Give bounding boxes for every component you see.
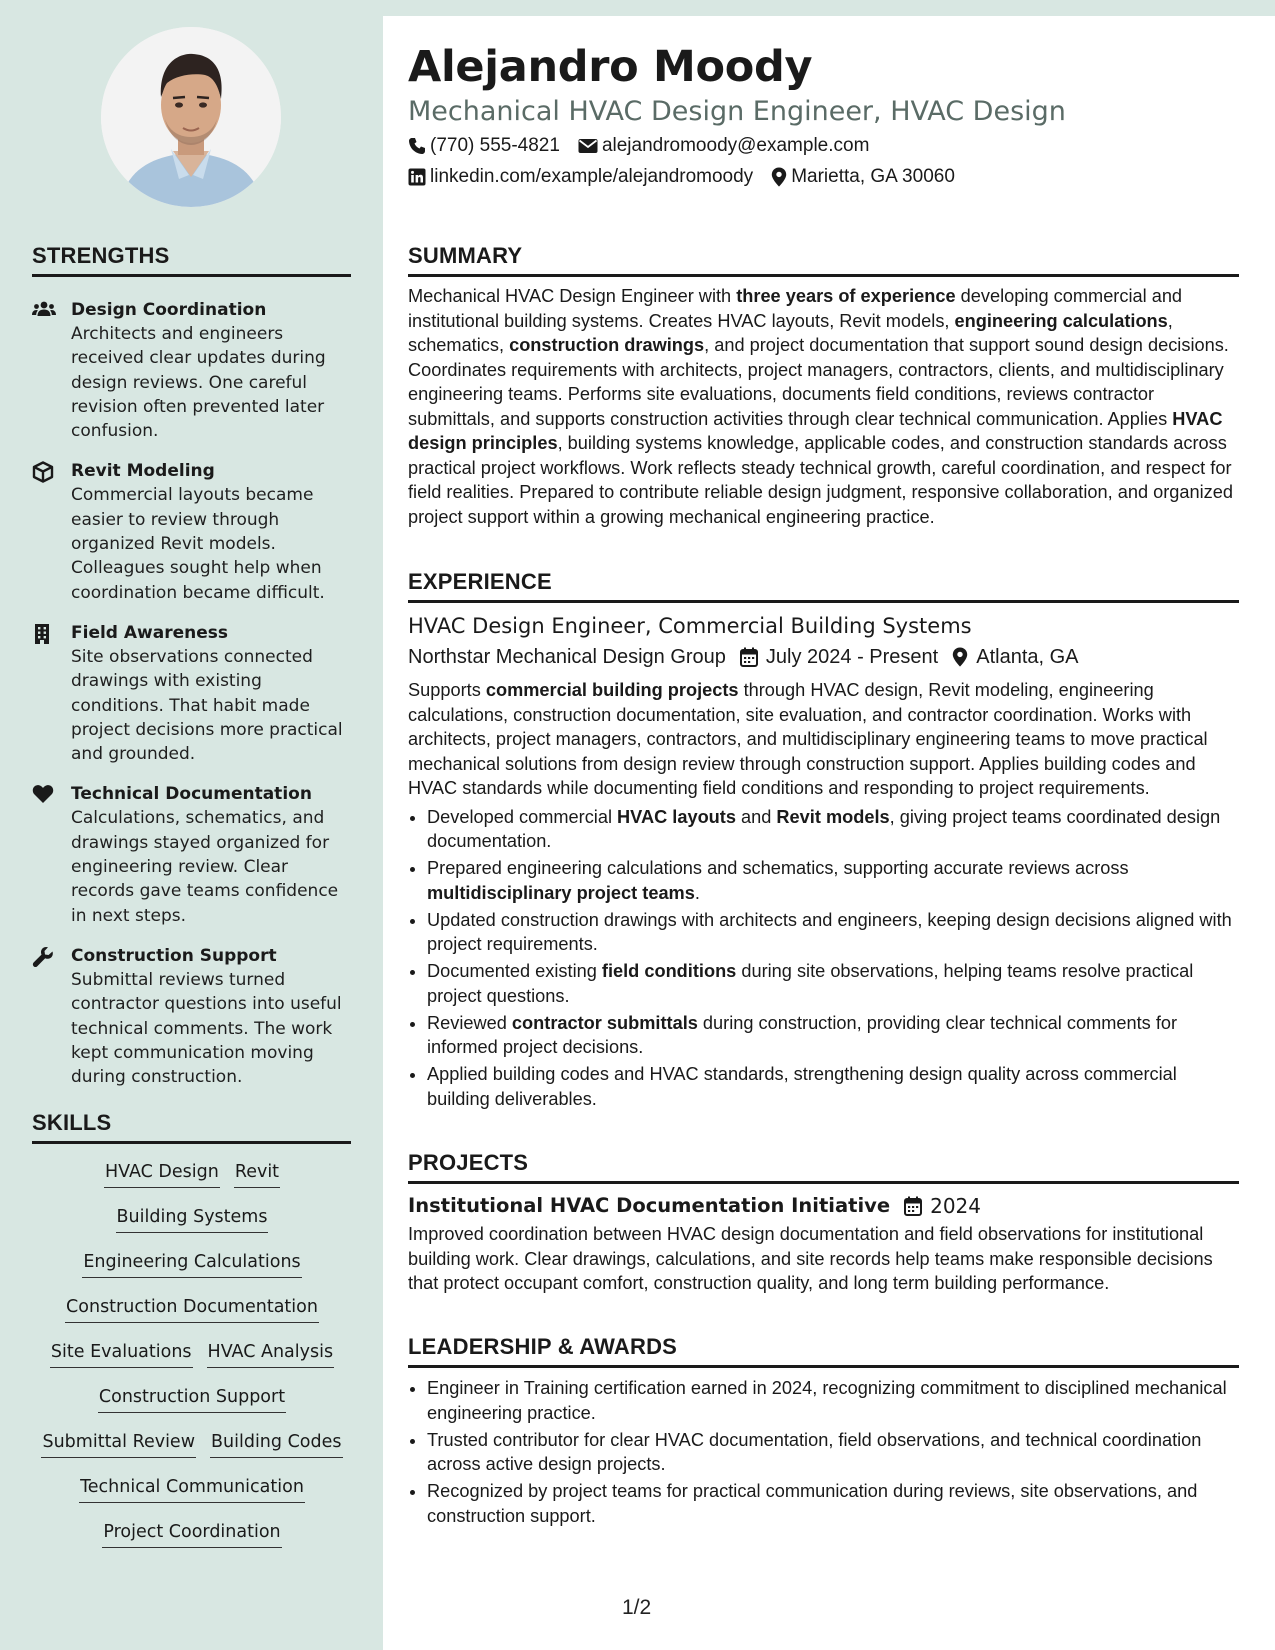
text-run: Documented existing [427, 961, 602, 981]
leadership-item: • Trusted contributor for clear HVAC documentation, field observations, and technical coordination across active design projects. [427, 1428, 1239, 1477]
text-run: Supports [408, 680, 486, 700]
strength-title: Revit Modeling [71, 461, 215, 482]
bold-phrase: three years of experience [736, 286, 956, 306]
experience-section [408, 569, 1239, 1114]
skill-tag: Project Coordination [102, 1520, 281, 1548]
wrench-icon [32, 946, 56, 966]
strengths-list [32, 298, 352, 1105]
linkedin-url[interactable]: linkedin.com/example/alejandromoody [430, 166, 754, 187]
job-bullet [427, 959, 1239, 1008]
strength-item [32, 621, 352, 766]
skills-list [32, 1160, 352, 1565]
job-dates [740, 643, 938, 671]
text-run: and [735, 806, 777, 827]
company-name: Northstar Mechanical Design Group [408, 646, 726, 668]
strength-description: Calculations, schematics, and drawings stayed organized for engineering review. Clear records gave teams confidence in next steps. [71, 808, 339, 926]
project-title: Institutional HVAC Documentation Initiative [408, 1194, 891, 1217]
text-run: Developed commercial [427, 806, 618, 827]
text-run: Reviewed [427, 1012, 512, 1033]
strength-title: Technical Documentation [71, 784, 312, 805]
text-run: Applied building codes and HVAC standards, strengthening design quality across commercial building deliverables. [427, 1064, 1177, 1109]
page-number: 1/2 [622, 1596, 652, 1619]
skill-tag: Engineering Calculations [82, 1250, 301, 1278]
location-contact [771, 165, 955, 189]
job-description [408, 678, 1239, 801]
building-icon [32, 623, 56, 643]
email-address[interactable]: alejandromoody@example.com [601, 135, 870, 156]
job-bullet [427, 805, 1239, 854]
skill-row [32, 1160, 352, 1205]
skill-row [32, 1205, 352, 1250]
strength-title: Field Awareness [71, 622, 229, 643]
project-year-text: 2024 [930, 1194, 981, 1218]
skill-row [32, 1340, 352, 1385]
strength-item [32, 782, 352, 927]
dates-text: July 2024 - Present [765, 646, 939, 668]
phone-contact [408, 134, 560, 158]
text-run: . [694, 882, 700, 903]
skill-tag: Revit [234, 1160, 280, 1188]
job-meta [408, 643, 1239, 671]
bold-phrase: multidisciplinary project teams [427, 882, 695, 903]
strength-item [32, 459, 352, 604]
project-year [904, 1192, 981, 1220]
skill-tag: HVAC Design [104, 1160, 220, 1188]
skill-row [32, 1385, 352, 1430]
bold-phrase: field conditions [601, 961, 737, 981]
strength-description: Site observations connected drawings with existing conditions. That habit made project decisions more practical and grounded. [71, 646, 343, 765]
text-run: , and project documentation that support sound design decisions. Coordinates requirements with architects, project managers, contractors, clients, and multidisciplinary engineering teams. Performs site evaluations, documents field conditions, reviews contractor submittals, and supports construction activities through clear technical communication. Applies [408, 335, 1229, 429]
job-location [952, 643, 1078, 671]
text-run: , building systems knowledge, applicable codes, and construction standards across practical project workflows. Work reflects steady technical growth, careful coordination, and respect for field realities. Prepared to contribute reliable design judgment, responsive collaboration, and organized project support within a growing mechanical engineering practice. [408, 433, 1234, 527]
bold-phrase: construction drawings [509, 335, 705, 355]
phone-icon [408, 137, 426, 155]
candidate-name: Alejandro Moody [408, 42, 813, 92]
linkedin-contact[interactable] [408, 165, 753, 189]
users-icon [32, 300, 56, 320]
profile-photo [101, 27, 281, 207]
cube-icon [32, 461, 56, 481]
text-run: developing commercial and institutional building systems. Creates HVAC layouts, Revit models, [408, 286, 1183, 331]
job-title: HVAC Design Engineer, Commercial Building Systems [408, 614, 972, 638]
location-text: Atlanta, GA [976, 646, 1079, 668]
leadership-section [408, 1334, 1239, 1531]
summary-section [408, 243, 1239, 529]
map-pin-icon [771, 167, 787, 187]
skill-tag: Building Codes [210, 1430, 342, 1458]
strength-title: Design Coordination [71, 300, 267, 320]
strength-title: Construction Support [71, 945, 277, 966]
contact-row-2 [408, 165, 973, 189]
skill-tag: Technical Communication [79, 1475, 305, 1503]
skill-tag: Submittal Review [41, 1430, 196, 1458]
skills-heading: SKILLS [32, 1110, 351, 1144]
skill-row [32, 1250, 352, 1295]
text-run: Prepared engineering calculations and schematics, supporting accurate reviews across [427, 858, 1129, 878]
location-text: Marietta, GA 30060 [791, 166, 955, 187]
summary-text [408, 284, 1239, 529]
skill-row [32, 1430, 352, 1475]
heart-icon [32, 784, 56, 804]
summary-heading: SUMMARY [408, 243, 1239, 277]
projects-heading: PROJECTS [408, 1150, 1239, 1184]
job-bullet [427, 908, 1239, 957]
profile-photo-illustration [101, 27, 281, 207]
job-bullet [427, 1011, 1239, 1060]
bold-phrase: contractor submittals [511, 1012, 698, 1033]
map-pin-icon [952, 647, 968, 667]
contact-row [408, 134, 887, 158]
experience-heading: EXPERIENCE [408, 569, 1239, 603]
text-run: through HVAC design, Revit modeling, engineering calculations, construction documentation, site evaluation, and contractor coordination. Works with architects, project managers, contractors, and multidisciplinary engineering teams to move practical mechanical solutions from design review through construction support. Applies building codes and HVAC standards while documenting field conditions and responding to project requirements. [408, 680, 1208, 798]
phone-number: (770) 555-4821 [430, 135, 560, 156]
skill-row [32, 1295, 352, 1340]
skill-tag: HVAC Analysis [207, 1340, 335, 1368]
calendar-icon [904, 1196, 922, 1216]
skill-tag: Construction Documentation [65, 1295, 319, 1323]
leadership-item: • Engineer in Training certification earned in 2024, recognizing commitment to disciplined mechanical engineering practice. [427, 1376, 1239, 1425]
candidate-title: Mechanical HVAC Design Engineer, HVAC Design [408, 96, 1066, 127]
strengths-heading: STRENGTHS [32, 243, 351, 277]
bold-phrase: HVAC design principles [408, 408, 1223, 453]
skill-row [32, 1475, 352, 1520]
skill-row [32, 1520, 352, 1565]
leadership-bullets [408, 1376, 1239, 1528]
bold-phrase: commercial building projects [485, 680, 739, 700]
job-bullet [427, 856, 1239, 905]
project-description: Improved coordination between HVAC design documentation and field observations for institutional building work. Clear drawings, calculations, and site records help teams make responsible decisions that protect occupant comfort, construction quality, and long term building performance. [408, 1224, 1213, 1293]
strength-description: Submittal reviews turned contractor questions into useful technical comments. The work kept communication moving during construction. [71, 969, 342, 1088]
text-run: during construction, providing clear technical comments for informed project decisions. [427, 1012, 1178, 1057]
calendar-icon [740, 647, 758, 667]
strength-description: Commercial layouts became easier to review through organized Revit models. Colleagues sought help when coordination became difficult. [71, 485, 325, 603]
projects-section [408, 1150, 1239, 1296]
skill-tag: Site Evaluations [50, 1340, 193, 1368]
linkedin-icon [408, 168, 426, 186]
leadership-heading: LEADERSHIP & AWARDS [408, 1334, 1239, 1368]
bold-phrase: engineering calculations [954, 310, 1168, 331]
strength-item [32, 944, 352, 1089]
leadership-item: • Recognized by project teams for practical communication during reviews, site observations, and construction support. [427, 1479, 1239, 1528]
text-run: Mechanical HVAC Design Engineer with [408, 286, 737, 306]
strength-item [32, 298, 352, 443]
text-run: Updated construction drawings with architects and engineers, keeping design decisions aligned with project requirements. [427, 909, 1232, 954]
text-run: during site observations, helping teams resolve practical project questions. [427, 961, 1194, 1006]
job-bullets [408, 805, 1239, 1112]
strength-description: Architects and engineers received clear updates during design reviews. One careful revision often prevented later confusion. [71, 324, 326, 442]
skill-tag: Construction Support [98, 1385, 286, 1413]
text-run: , schematics, [408, 310, 1173, 355]
text-run: , giving project teams coordinated design documentation. [427, 806, 1221, 851]
envelope-icon [578, 138, 598, 154]
job-bullet [427, 1062, 1239, 1111]
project-title-row [408, 1192, 1239, 1220]
skill-tag: Building Systems [116, 1205, 269, 1233]
bold-phrase: Revit models [776, 806, 890, 827]
bold-phrase: HVAC layouts [617, 806, 736, 827]
email-contact[interactable] [578, 134, 869, 158]
